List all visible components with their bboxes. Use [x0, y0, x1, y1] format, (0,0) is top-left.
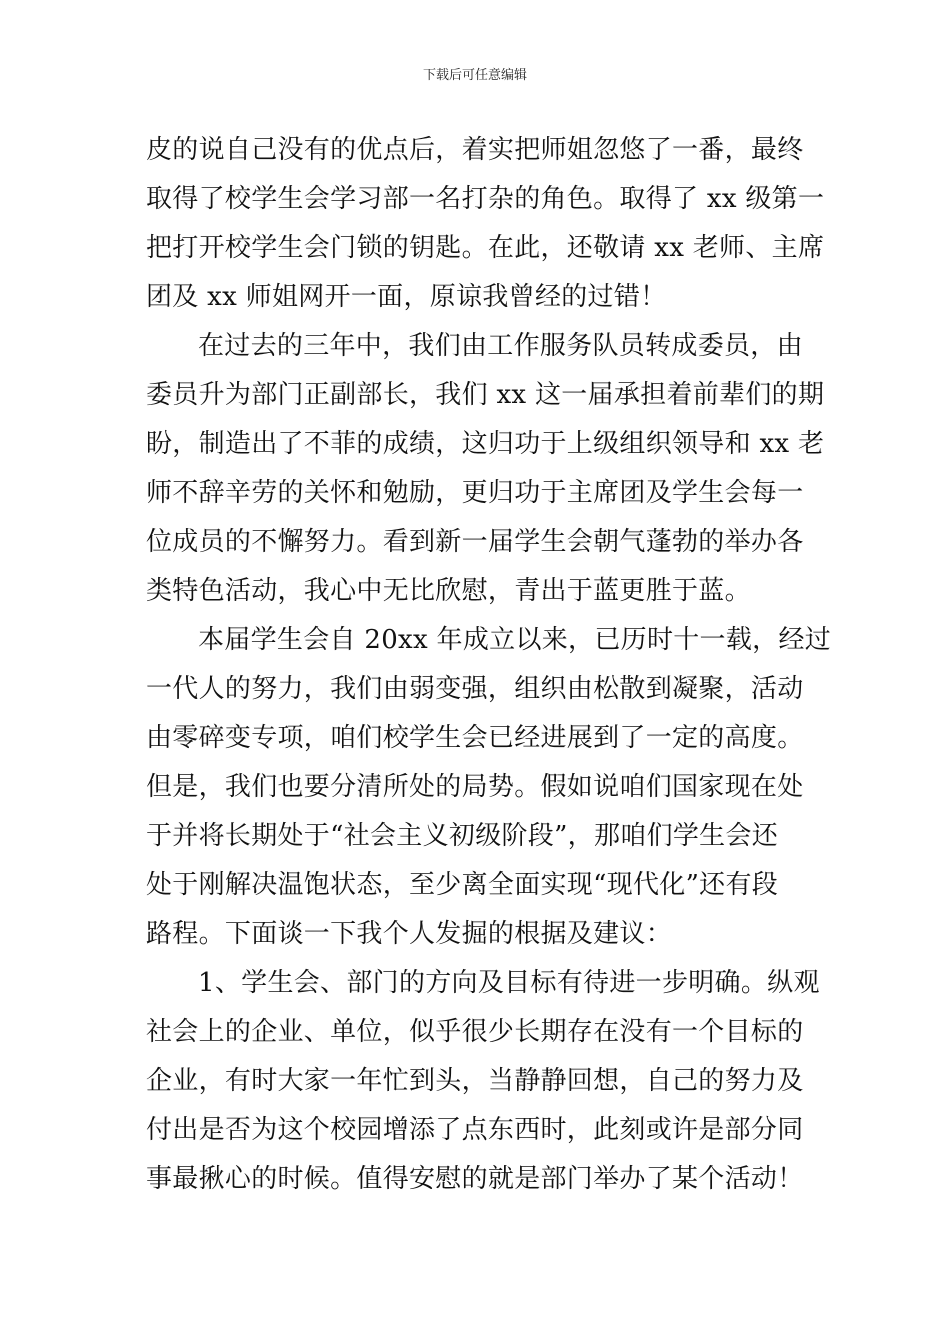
text-line: 一代人的努力，我们由弱变强，组织由松散到凝聚，活动 — [146, 674, 804, 704]
page-header: 下载后可任意编辑 — [422, 68, 527, 83]
text-line: 处于刚解决温饱状态，至少离全面实现“现代化”还有段 — [146, 870, 779, 900]
text-line: 1、学生会、部门的方向及目标有待进一步明确。纵观 — [198, 968, 820, 998]
text-line: 事最揪心的时候。值得安慰的就是部门举办了某个活动！ — [146, 1164, 804, 1194]
text-line: 由零碎变专项，咱们校学生会已经进展到了一定的高度。 — [146, 723, 804, 753]
text-line: 委员升为部门正副部长，我们 xx 这一届承担着前辈们的期 — [146, 380, 825, 410]
text-line: 取得了校学生会学习部一名打杂的角色。取得了 xx 级第一 — [146, 184, 825, 214]
text-line: 本届学生会自 20xx 年成立以来，已历时十一载，经过 — [198, 625, 832, 655]
text-line: 皮的说自己没有的优点后，着实把师姐忽悠了一番，最终 — [146, 135, 804, 165]
text-line: 类特色活动，我心中无比欣慰，青出于蓝更胜于蓝。 — [146, 576, 751, 606]
text-line: 位成员的不懈努力。看到新一届学生会朝气蓬勃的举办各 — [146, 527, 804, 557]
text-line: 社会上的企业、单位，似乎很少长期存在没有一个目标的 — [146, 1017, 804, 1047]
text-line: 企业，有时大家一年忙到头，当静静回想，自己的努力及 — [146, 1066, 804, 1096]
text-line: 把打开校学生会门锁的钥匙。在此，还敬请 xx 老师、主席 — [146, 233, 825, 263]
text-line: 盼，制造出了不菲的成绩，这归功于上级组织领导和 xx 老 — [146, 429, 825, 459]
text-line: 在过去的三年中，我们由工作服务队员转成委员，由 — [198, 331, 803, 361]
text-line: 路程。下面谈一下我个人发掘的根据及建议： — [146, 919, 673, 949]
text-line: 师不辞辛劳的关怀和勉励，更归功于主席团及学生会每一 — [146, 478, 804, 508]
text-line: 付出是否为这个校园增添了点东西时，此刻或许是部分同 — [146, 1115, 804, 1145]
document-body — [146, 126, 832, 1204]
text-line: 于并将长期处于“社会主义初级阶段”，那咱们学生会还 — [146, 821, 779, 851]
text-line: 但是，我们也要分清所处的局势。假如说咱们国家现在处 — [146, 772, 804, 802]
text-line: 团及 xx 师姐网开一面，原谅我曾经的过错！ — [146, 282, 667, 312]
